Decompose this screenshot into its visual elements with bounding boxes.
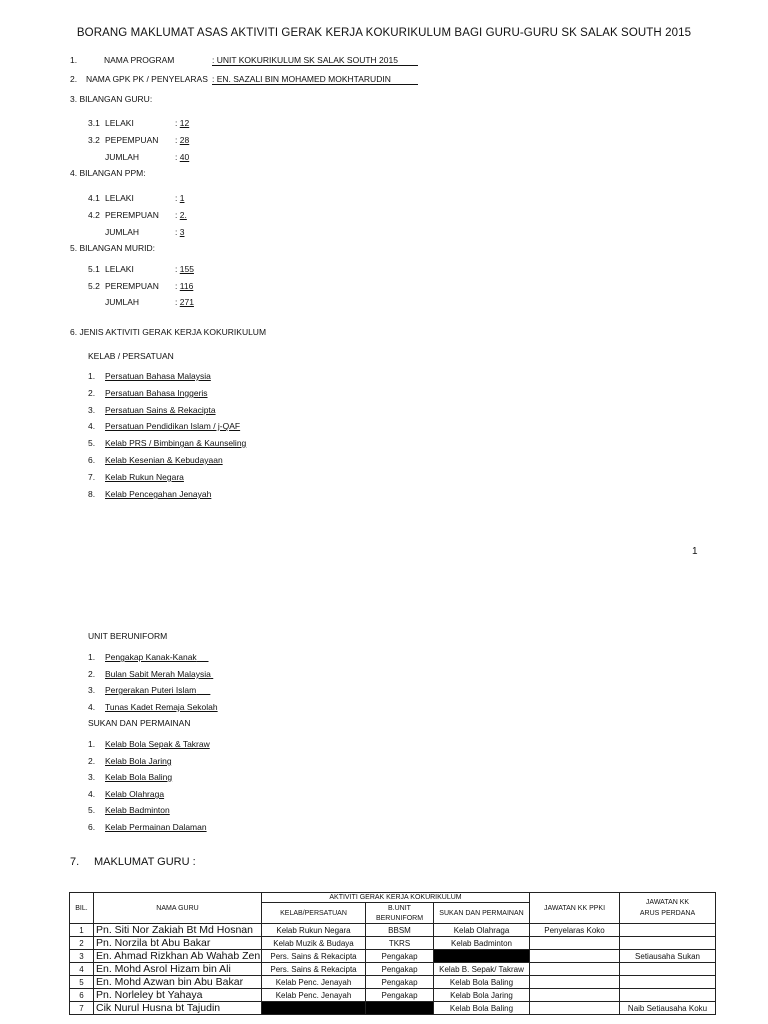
cell-arus xyxy=(620,963,716,976)
section-2-value: : EN. SAZALI BIN MOHAMED MOKHTARUDIN xyxy=(212,75,418,85)
section-4-row-value-wrap xyxy=(175,193,184,203)
section-7-label: MAKLUMAT GURU : xyxy=(94,856,196,868)
sukan-heading: SUKAN DAN PERMAINAN xyxy=(88,718,191,728)
colon: : xyxy=(175,297,178,307)
cell-bil: 4 xyxy=(70,963,94,976)
section-4-row-label: PEREMPUAN xyxy=(105,210,159,220)
colon: : xyxy=(175,118,178,128)
item-text: Pengakap Kanak-Kanak xyxy=(105,652,197,662)
cell-arus: Naib Setiausaha Koku xyxy=(620,1002,716,1015)
colon: : xyxy=(175,281,178,291)
unit-item xyxy=(88,702,218,712)
cell-nama: En. Mohd Azwan bin Abu Bakar xyxy=(94,976,262,989)
item-number: 1. xyxy=(88,739,96,749)
cell-ppki: Penyelaras Koko xyxy=(530,924,620,937)
header-kelab: KELAB/PERSATUAN xyxy=(262,903,366,924)
cell-kelab: Kelab Penc. Jenayah xyxy=(262,976,366,989)
section-6-heading: 6. JENIS AKTIVITI GERAK KERJA KOKURIKULUM xyxy=(70,327,267,337)
cell-unit: Pengakap xyxy=(366,950,434,963)
header-sukan: SUKAN DAN PERMAINAN xyxy=(434,903,530,924)
cell-sukan: Kelab Olahraga xyxy=(434,924,530,937)
header-arus-line1: JAWATAN KK xyxy=(645,899,690,906)
section-5-row-label: JUMLAH xyxy=(105,297,140,307)
section-3-row-value: 40 xyxy=(179,152,190,162)
item-text: Bulan Sabit Merah Malaysia xyxy=(105,669,211,679)
section-3-row-value: 28 xyxy=(179,135,190,145)
colon: : xyxy=(175,264,178,274)
document-title: BORANG MAKLUMAT ASAS AKTIVITI GERAK KERJA KOKURIKULUM BAGI GURU-GURU SK SALAK SOUTH 2015 xyxy=(76,27,692,39)
cell-kelab: Kelab Rukun Negara xyxy=(262,924,366,937)
item-text: Kelab Bola Jaring xyxy=(105,756,172,766)
table-row xyxy=(70,950,716,963)
cell-arus xyxy=(620,924,716,937)
sukan-item xyxy=(88,822,207,832)
kelab-item xyxy=(88,421,240,431)
table-row xyxy=(70,924,716,937)
item-number: 1. xyxy=(88,652,96,662)
section-5-row-label: LELAKI xyxy=(105,264,134,274)
item-text: Kelab Rukun Negara xyxy=(105,472,184,482)
cell-kelab: Pers. Sains & Rekacipta xyxy=(262,950,366,963)
section-4-row-num: 4.2 xyxy=(88,210,100,220)
colon: : xyxy=(175,135,178,145)
cell-nama: Cik Nurul Husna bt Tajudin xyxy=(94,1002,262,1015)
section-3-row-label: PEPEMPUAN xyxy=(105,135,159,145)
cell-arus: Setiausaha Sukan xyxy=(620,950,716,963)
item-text: Kelab PRS / Bimbingan & Kaunseling xyxy=(105,438,247,448)
item-text: Pergerakan Puteri Islam xyxy=(105,685,197,695)
sukan-item xyxy=(88,805,170,815)
section-2-number: 2. xyxy=(70,74,78,84)
sukan-item xyxy=(88,789,164,799)
kelab-item xyxy=(88,371,211,381)
item-number: 2. xyxy=(88,669,96,679)
section-5-row-value-wrap xyxy=(175,297,194,307)
cell-sukan: Kelab B. Sepak/ Takraw xyxy=(434,963,530,976)
cell-ppki xyxy=(530,976,620,989)
header-aktiviti: AKTIVITI GERAK KERJA KOKURIKULUM xyxy=(262,893,530,903)
header-arus-line2: ARUS PERDANA xyxy=(639,910,696,917)
section-1-number: 1. xyxy=(70,55,78,65)
header-bil: BIL. xyxy=(70,893,94,924)
cell-bil: 6 xyxy=(70,989,94,1002)
item-number: 2. xyxy=(88,388,96,398)
colon: : xyxy=(175,152,178,162)
page-number: 1 xyxy=(692,546,698,557)
cell-unit: Pengakap xyxy=(366,989,434,1002)
header-nama: NAMA GURU xyxy=(94,893,262,924)
item-text: Kelab Permainan Dalaman xyxy=(105,822,207,832)
section-5-row-num: 5.2 xyxy=(88,281,100,291)
header-ppki: JAWATAN KK PPKI xyxy=(530,893,620,924)
section-5-row-label: PEREMPUAN xyxy=(105,281,159,291)
kelab-item xyxy=(88,405,216,415)
section-5-row-value: 116 xyxy=(179,281,194,291)
item-text: Kelab Olahraga xyxy=(105,789,165,799)
section-3-row-num: 3.2 xyxy=(88,135,100,145)
unit-item xyxy=(88,652,209,662)
cell-ppki xyxy=(530,937,620,950)
item-text: Kelab Bola Sepak & Takraw xyxy=(105,739,210,749)
cell-kelab: Pers. Sains & Rekacipta xyxy=(262,963,366,976)
table-row xyxy=(70,963,716,976)
cell-sukan: Kelab Bola Jaring xyxy=(434,989,530,1002)
header-unit-line1: B.UNIT xyxy=(388,904,411,912)
item-number: 5. xyxy=(88,438,96,448)
cell-kelab: Kelab Muzik & Budaya xyxy=(262,937,366,950)
item-number: 4. xyxy=(88,789,96,799)
section-3-heading: 3. BILANGAN GURU: xyxy=(70,94,153,104)
item-text: Kelab Badminton xyxy=(105,805,170,815)
section-1-value-wrap xyxy=(212,55,418,66)
item-text: Kelab Kesenian & Kebudayaan xyxy=(105,455,223,465)
item-text: Kelab Pencegahan Jenayah xyxy=(105,489,212,499)
section-2-value-wrap xyxy=(212,74,418,85)
colon: : xyxy=(175,227,178,237)
section-4-row-label: JUMLAH xyxy=(105,227,140,237)
section-4-row-value: 3 xyxy=(179,227,185,237)
kelab-heading: KELAB / PERSATUAN xyxy=(88,351,174,361)
cell-ppki xyxy=(530,950,620,963)
cell-unit: Pengakap xyxy=(366,963,434,976)
cell-arus xyxy=(620,937,716,950)
colon: : xyxy=(175,210,178,220)
section-4-row-value-wrap xyxy=(175,210,187,220)
cell-nama: En. Mohd Asrol Hizam bin Ali xyxy=(94,963,262,976)
item-number: 3. xyxy=(88,772,96,782)
cell-bil: 1 xyxy=(70,924,94,937)
cell-kelab-blocked xyxy=(262,1002,366,1015)
item-number: 1. xyxy=(88,371,96,381)
sukan-item xyxy=(88,756,172,766)
section-7-heading xyxy=(70,856,196,868)
kelab-item xyxy=(88,489,211,499)
section-2-label: NAMA GPK PK / PENYELARAS xyxy=(86,74,208,84)
table-row xyxy=(70,989,716,1002)
table-row xyxy=(70,976,716,989)
sukan-item xyxy=(88,739,210,749)
kelab-item xyxy=(88,388,208,398)
item-text: Tunas Kadet Remaja Sekolah xyxy=(105,702,218,712)
kelab-item xyxy=(88,472,184,482)
cell-bil: 7 xyxy=(70,1002,94,1015)
kelab-item xyxy=(88,455,223,465)
section-3-row-label: JUMLAH xyxy=(105,152,140,162)
section-3-row-num: 3.1 xyxy=(88,118,100,128)
cell-sukan: Kelab Badminton xyxy=(434,937,530,950)
item-number: 7. xyxy=(88,472,96,482)
item-number: 3. xyxy=(88,685,96,695)
cell-sukan-blocked xyxy=(434,950,530,963)
cell-ppki xyxy=(530,989,620,1002)
section-5-row-value-wrap xyxy=(175,264,194,274)
section-5-row-value: 271 xyxy=(179,297,194,307)
cell-kelab: Kelab Penc. Jenayah xyxy=(262,989,366,1002)
header-unit-line2: BERUNIFORM xyxy=(375,914,424,922)
colon: : xyxy=(175,193,178,203)
teacher-table xyxy=(69,892,716,1015)
section-3-row-value-wrap xyxy=(175,135,189,145)
section-1-label: NAMA PROGRAM xyxy=(104,55,175,65)
item-number: 3. xyxy=(88,405,96,415)
cell-bil: 5 xyxy=(70,976,94,989)
unit-item xyxy=(88,669,213,679)
section-3-row-value-wrap xyxy=(175,152,189,162)
item-number: 5. xyxy=(88,805,96,815)
section-5-heading: 5. BILANGAN MURID: xyxy=(70,243,156,253)
item-number: 4. xyxy=(88,702,96,712)
section-5-row-value-wrap xyxy=(175,281,193,291)
item-text: Persatuan Bahasa Inggeris xyxy=(105,388,208,398)
header-unit xyxy=(366,903,434,924)
item-number: 4. xyxy=(88,421,96,431)
section-7-number: 7. xyxy=(70,856,80,868)
item-text: Persatuan Sains & Rekacipta xyxy=(105,405,216,415)
table-row xyxy=(70,937,716,950)
cell-ppki xyxy=(530,1002,620,1015)
item-text: Persatuan Bahasa Malaysia xyxy=(105,371,211,381)
cell-bil: 3 xyxy=(70,950,94,963)
item-text: Kelab Bola Baling xyxy=(105,772,173,782)
section-3-row-value: 12 xyxy=(179,118,190,128)
cell-unit: TKRS xyxy=(366,937,434,950)
section-4-row-num: 4.1 xyxy=(88,193,100,203)
section-3-row-label: LELAKI xyxy=(105,118,134,128)
unit-item xyxy=(88,685,210,695)
cell-unit-blocked xyxy=(366,1002,434,1015)
section-4-row-value-wrap xyxy=(175,227,184,237)
cell-unit: Pengakap xyxy=(366,976,434,989)
cell-ppki xyxy=(530,963,620,976)
cell-arus xyxy=(620,989,716,1002)
item-number: 6. xyxy=(88,822,96,832)
cell-bil: 2 xyxy=(70,937,94,950)
section-1-value: : UNIT KOKURIKULUM SK SALAK SOUTH 2015 xyxy=(212,56,418,66)
section-4-row-label: LELAKI xyxy=(105,193,134,203)
cell-sukan: Kelab Bola Baling xyxy=(434,976,530,989)
kelab-item xyxy=(88,438,246,448)
cell-sukan: Kelab Bola Baling xyxy=(434,1002,530,1015)
section-4-heading: 4. BILANGAN PPM: xyxy=(70,168,146,178)
item-text: Persatuan Pendidikan Islam / j-QAF xyxy=(105,421,241,431)
cell-nama: En. Ahmad Rizkhan Ab Wahab Zen xyxy=(94,950,262,963)
section-1 xyxy=(70,55,77,65)
section-3-row-value-wrap xyxy=(175,118,189,128)
cell-unit: BBSM xyxy=(366,924,434,937)
header-arus-perdana xyxy=(620,893,716,924)
section-4-row-value: 1 xyxy=(179,193,185,203)
table-row xyxy=(70,1002,716,1015)
cell-nama: Pn. Siti Nor Zakiah Bt Md Hosnan xyxy=(94,924,262,937)
item-number: 2. xyxy=(88,756,96,766)
section-5-row-value: 155 xyxy=(179,264,194,274)
cell-arus xyxy=(620,976,716,989)
cell-nama: Pn. Norleley bt Yahaya xyxy=(94,989,262,1002)
item-number: 8. xyxy=(88,489,96,499)
section-4-row-value: 2. xyxy=(179,210,187,220)
unit-heading: UNIT BERUNIFORM xyxy=(88,631,168,641)
item-number: 6. xyxy=(88,455,96,465)
section-5-row-num: 5.1 xyxy=(88,264,100,274)
cell-nama: Pn. Norzila bt Abu Bakar xyxy=(94,937,262,950)
sukan-item xyxy=(88,772,172,782)
